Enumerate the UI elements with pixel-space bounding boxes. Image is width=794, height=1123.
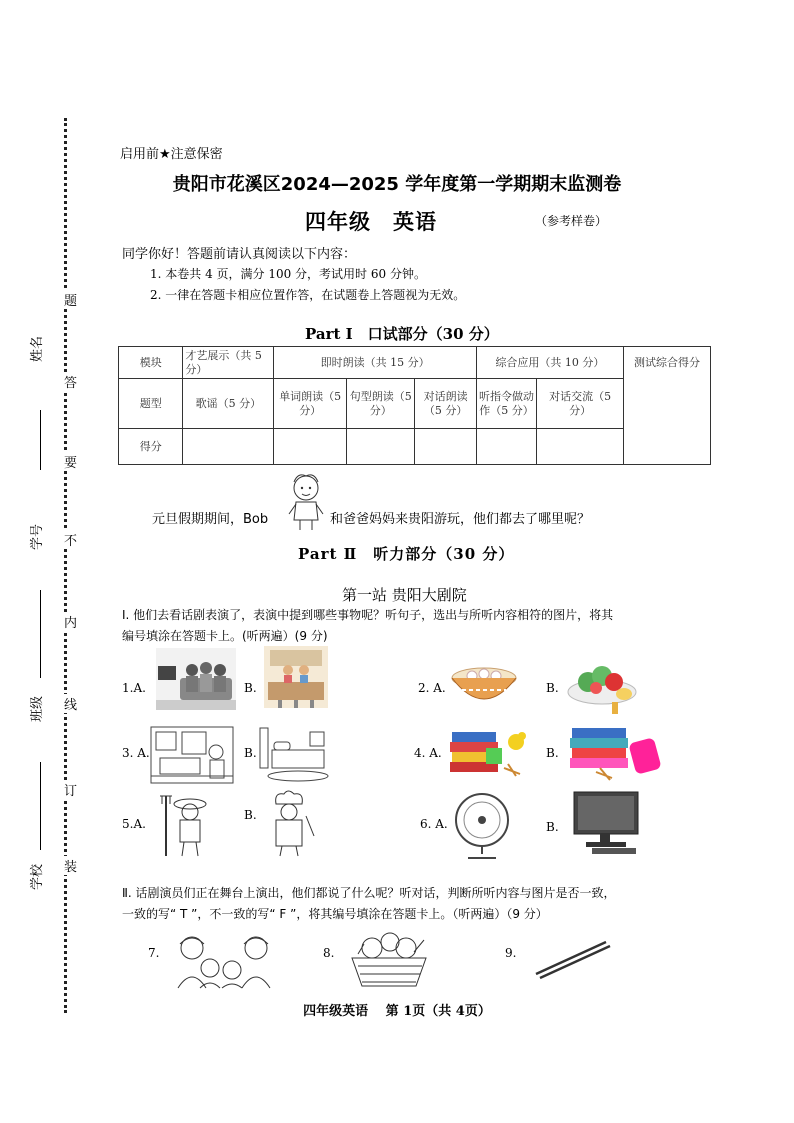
exam-title: 贵阳市花溪区2024—2025 学年度第一学期期末监测卷 — [172, 174, 622, 195]
part1-title: Part I 口试部分（30 分） — [305, 325, 499, 343]
living-room-sketch-image — [150, 726, 234, 784]
vegetable-basket-image — [344, 930, 434, 992]
oral-score-table — [118, 346, 711, 465]
table-cell: 题型 — [119, 379, 183, 429]
option-label: B. — [244, 808, 257, 822]
rule-item: 1. 本卷共 4 页，满分 100 分，考试用时 60 分钟。 — [150, 267, 426, 281]
option-label: 4. A. — [414, 746, 442, 760]
table-cell: 句型朗读（5 分） — [346, 379, 415, 429]
q1-instruction: 编号填涂在答题卡上。(听两遍）(9 分) — [122, 629, 328, 643]
name-field-label: 姓名 — [30, 335, 45, 362]
table-cell: 综合应用（共 10 分） — [476, 347, 623, 379]
binding-char: 装 — [64, 856, 77, 875]
binding-char: 要 — [64, 452, 77, 471]
option-label: B. — [244, 746, 257, 760]
intro-text-after: 和爸爸妈妈来贵阳游玩，他们都去了哪里呢？ — [330, 512, 591, 527]
name-field-line[interactable] — [40, 410, 41, 470]
table-cell: 听指令做动作（5 分） — [476, 379, 536, 429]
farmer-image — [156, 792, 216, 858]
option-label: B. — [244, 681, 257, 695]
option-label: 1.A. — [122, 681, 146, 695]
binding-char: 题 — [64, 290, 77, 309]
family-portrait-image — [170, 932, 278, 990]
score-cell[interactable] — [537, 429, 624, 465]
option-label: 5.A. — [122, 817, 146, 831]
binding-char: 订 — [64, 780, 77, 799]
sample-note: （参考样卷） — [535, 214, 608, 228]
score-cell[interactable] — [476, 429, 536, 465]
bedroom-sketch-image — [258, 724, 330, 784]
table-cell: 对话交流（5 分） — [537, 379, 624, 429]
books-toys-image — [446, 724, 536, 780]
student-id-field-line[interactable] — [40, 590, 41, 678]
page-footer: 四年级英语 第 1页（共 4页） — [303, 1004, 491, 1019]
bob-illustration — [286, 472, 326, 532]
binding-char: 答 — [64, 372, 77, 391]
option-label: 3. A. — [122, 746, 150, 760]
fan-image — [446, 790, 518, 862]
option-label: B. — [546, 681, 559, 695]
option-label: 6. A. — [420, 817, 448, 831]
q2-instruction: Ⅱ. 话剧演员们正在舞台上演出，他们都说了什么呢？听对话，判断所听内容与图片是否一致， — [122, 886, 616, 900]
binding-char: 线 — [64, 694, 77, 713]
student-id-field-label: 学号 — [30, 523, 45, 550]
table-cell: 得分 — [119, 429, 183, 465]
intro-text-before: 元旦假期期间，Bob — [152, 512, 269, 527]
score-cell[interactable] — [415, 429, 476, 465]
salad-plate-image — [566, 652, 640, 716]
class-field-line[interactable] — [40, 762, 41, 850]
binding-char: 不 — [64, 530, 77, 549]
part2-title: Part Ⅱ 听力部分（30 分） — [298, 545, 515, 563]
binding-dotted-line — [64, 118, 67, 1013]
dumplings-bowl-image — [448, 660, 520, 710]
table-cell: 模块 — [119, 347, 183, 379]
instructions-greeting: 同学你好！答题前请认真阅读以下内容： — [122, 247, 357, 262]
books-pencilcase-image — [566, 722, 662, 782]
option-label: 2. A. — [418, 681, 446, 695]
table-cell: 即时朗读（共 15 分） — [274, 347, 476, 379]
grade-subject-title: 四年级 英语 — [305, 210, 437, 234]
family-living-room-image — [156, 648, 236, 710]
q2-instruction: 一致的写“ T ”，不一致的写“ F ”，将其编号填涂在答题卡上。（听两遍）（9 分） — [122, 907, 548, 921]
question-number: 7. — [148, 946, 160, 960]
q1-instruction: Ⅰ. 他们去看话剧表演了，表演中提到哪些事物呢？听句子，选出与所听内容相符的图片，将其 — [122, 608, 614, 622]
table-cell: 歌谣（5 分） — [183, 379, 274, 429]
table-cell: 对话朗读（5 分） — [415, 379, 476, 429]
chef-image — [258, 790, 320, 858]
binding-char: 内 — [64, 612, 77, 631]
table-cell: 测试综合得分 — [624, 347, 711, 465]
class-field-label: 班级 — [30, 695, 45, 722]
score-cell[interactable] — [183, 429, 274, 465]
score-cell[interactable] — [274, 429, 347, 465]
confidential-label: 启用前★注意保密 — [120, 147, 223, 162]
chopsticks-image — [532, 938, 612, 980]
station-title: 第一站 贵阳大剧院 — [342, 586, 467, 604]
question-number: 9. — [505, 946, 517, 960]
score-cell[interactable] — [346, 429, 415, 465]
option-label: B. — [546, 820, 559, 834]
table-cell: 单词朗读（5 分） — [274, 379, 347, 429]
rule-item: 2. 一律在答题卡相应位置作答，在试题卷上答题视为无效。 — [150, 288, 466, 302]
option-label: B. — [546, 746, 559, 760]
kitchen-image — [264, 646, 328, 708]
school-field-label: 学校 — [30, 863, 45, 890]
table-cell: 才艺展示（共 5 分） — [183, 347, 274, 379]
question-number: 8. — [323, 946, 335, 960]
computer-image — [572, 790, 644, 858]
